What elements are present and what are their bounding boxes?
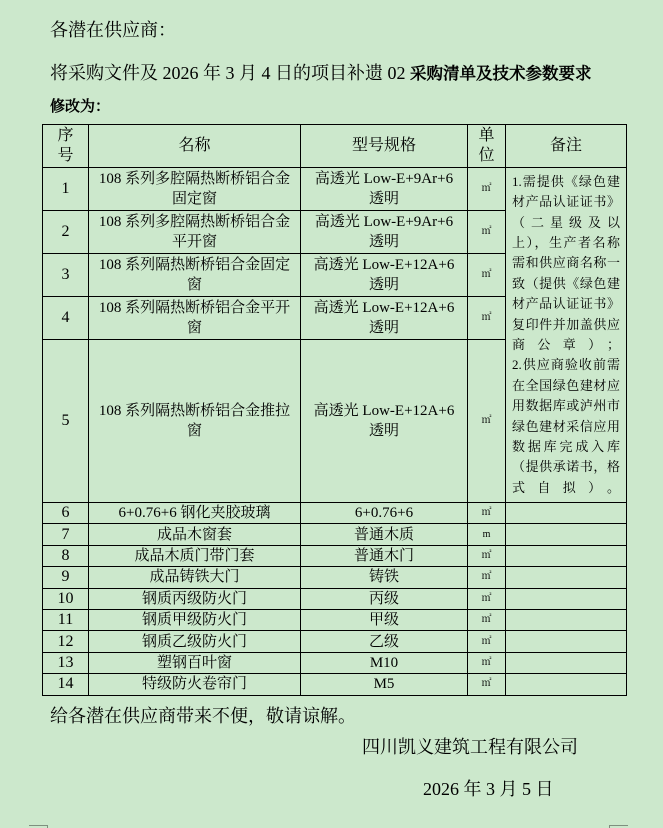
table-row [43, 588, 627, 609]
remark-item: 1.需提供《绿色建材产品认证证书》（二星级及以上），生产者名称需和供应商名称一致（提供《绿色建材产品认证证书》复印件并加盖供应商公章）； [512, 173, 620, 352]
cell-unit: ㎡ [468, 674, 506, 695]
procurement-table [42, 124, 627, 696]
cell-spec: 高透光 Low-E+9Ar+6 透明 [301, 211, 468, 254]
cell-name: 钢质丙级防火门 [89, 588, 301, 609]
cell-name: 108 系列多腔隔热断桥铝合金平开窗 [89, 211, 301, 254]
corner-mark-right [609, 825, 628, 826]
cell-unit: ㎡ [468, 211, 506, 254]
table-row [43, 168, 627, 211]
cell-remark [506, 545, 627, 566]
cell-no: 3 [43, 254, 89, 297]
table-row [43, 674, 627, 695]
cell-no: 2 [43, 211, 89, 254]
cell-no: 9 [43, 567, 89, 588]
notice-prefix: 将采购文件及 2026 年 3 月 4 日的项目补遗 02 [50, 63, 410, 83]
table-row [43, 567, 627, 588]
cell-name: 成品铸铁大门 [89, 567, 301, 588]
header-name: 名称 [89, 125, 301, 168]
cell-no: 5 [43, 340, 89, 503]
cell-no: 8 [43, 545, 89, 566]
remark-item: 2.供应商验收前需在全国绿色建材应用数据库或泸州市绿色建材采信应用数据库完成入库（提供承诺书，格式自拟）。 [512, 357, 620, 495]
corner-mark-left [29, 825, 48, 826]
cell-unit: ㎡ [468, 168, 506, 211]
cell-unit: ㎡ [468, 631, 506, 652]
cell-unit: ㎡ [468, 503, 506, 524]
cell-spec: M5 [301, 674, 468, 695]
cell-name: 108 系列隔热断桥铝合金平开窗 [89, 297, 301, 340]
cell-no: 4 [43, 297, 89, 340]
cell-remark [506, 567, 627, 588]
closing-line: 给各潜在供应商带来不便，敬请谅解。 [50, 706, 356, 726]
cell-name: 6+0.76+6 钢化夹胶玻璃 [89, 503, 301, 524]
header-remark: 备注 [506, 125, 627, 168]
cell-spec: 高透光 Low-E+12A+6 透明 [301, 297, 468, 340]
header-unit: 单位 [468, 125, 506, 168]
cell-unit: ㎡ [468, 567, 506, 588]
cell-unit: ㎡ [468, 588, 506, 609]
cell-spec: 普通木门 [301, 545, 468, 566]
cell-name: 塑钢百叶窗 [89, 652, 301, 673]
cell-spec: 丙级 [301, 588, 468, 609]
cell-name: 钢质甲级防火门 [89, 609, 301, 630]
modify-label: 修改为： [50, 99, 111, 115]
cell-unit: m [468, 524, 506, 545]
cell-name: 成品木窗套 [89, 524, 301, 545]
table-header-row [43, 125, 627, 168]
cell-name: 108 系列隔热断桥铝合金固定窗 [89, 254, 301, 297]
cell-no: 11 [43, 609, 89, 630]
issue-date: 2026 年 3 月 5 日 [423, 779, 554, 799]
cell-remark [506, 168, 627, 503]
table-row [43, 524, 627, 545]
cell-no: 7 [43, 524, 89, 545]
header-spec: 型号规格 [301, 125, 468, 168]
cell-unit: ㎡ [468, 297, 506, 340]
notice-bold-text: 采购清单及技术参数要求 [410, 64, 592, 83]
table-row [43, 545, 627, 566]
cell-name: 成品木质门带门套 [89, 545, 301, 566]
greeting-line: 各潜在供应商： [50, 20, 176, 40]
table-row [43, 631, 627, 652]
cell-spec: 普通木质 [301, 524, 468, 545]
cell-unit: ㎡ [468, 609, 506, 630]
cell-no: 10 [43, 588, 89, 609]
cell-remark [506, 503, 627, 524]
cell-name: 108 系列多腔隔热断桥铝合金固定窗 [89, 168, 301, 211]
cell-remark [506, 652, 627, 673]
cell-unit: ㎡ [468, 652, 506, 673]
cell-no: 1 [43, 168, 89, 211]
table-row [43, 609, 627, 630]
cell-spec: 高透光 Low-E+12A+6 透明 [301, 340, 468, 503]
company-name: 四川凯义建筑工程有限公司 [362, 737, 578, 757]
cell-remark [506, 674, 627, 695]
cell-spec: 高透光 Low-E+12A+6 透明 [301, 254, 468, 297]
cell-spec: 6+0.76+6 [301, 503, 468, 524]
cell-unit: ㎡ [468, 254, 506, 297]
cell-name: 钢质乙级防火门 [89, 631, 301, 652]
cell-no: 12 [43, 631, 89, 652]
cell-remark [506, 588, 627, 609]
cell-no: 6 [43, 503, 89, 524]
cell-spec: M10 [301, 652, 468, 673]
cell-remark [506, 609, 627, 630]
cell-spec: 铸铁 [301, 567, 468, 588]
cell-no: 13 [43, 652, 89, 673]
cell-remark [506, 524, 627, 545]
cell-unit: ㎡ [468, 545, 506, 566]
table-row [43, 503, 627, 524]
cell-unit: ㎡ [468, 340, 506, 503]
cell-spec: 乙级 [301, 631, 468, 652]
cell-remark [506, 631, 627, 652]
header-no: 序号 [43, 125, 89, 168]
cell-spec: 甲级 [301, 609, 468, 630]
table-row [43, 652, 627, 673]
notice-line [50, 61, 592, 86]
cell-no: 14 [43, 674, 89, 695]
cell-spec: 高透光 Low-E+9Ar+6 透明 [301, 168, 468, 211]
cell-name: 108 系列隔热断桥铝合金推拉窗 [89, 340, 301, 503]
cell-name: 特级防火卷帘门 [89, 674, 301, 695]
